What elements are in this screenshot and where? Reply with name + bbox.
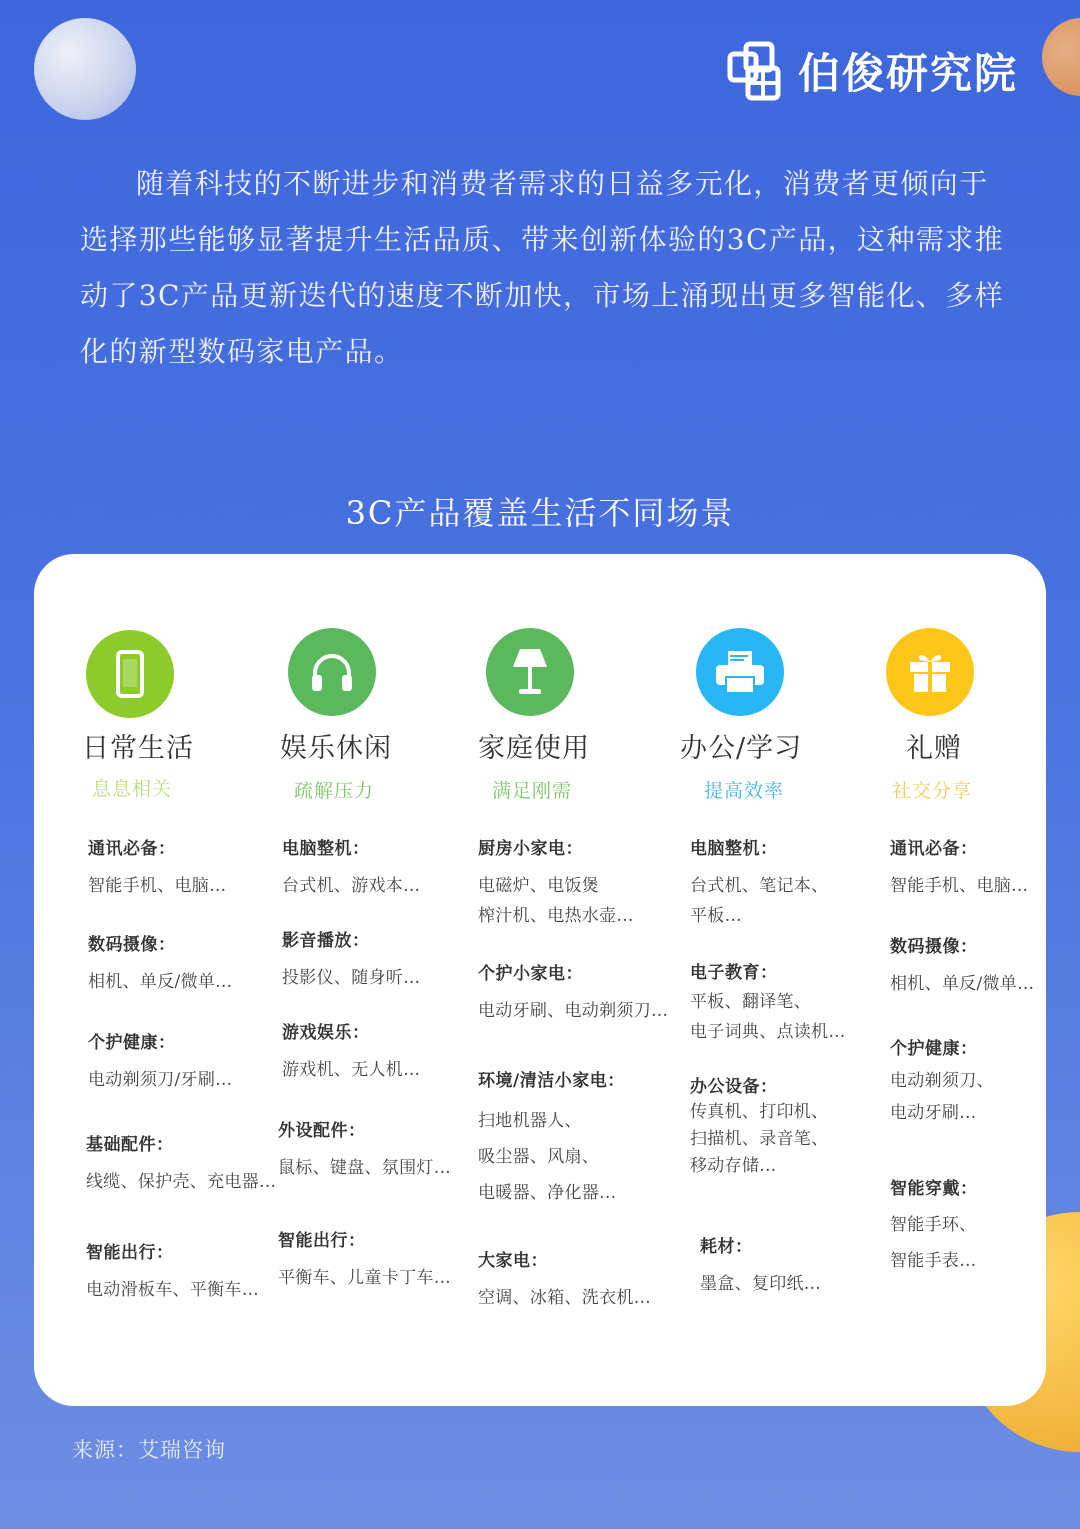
category-subtitle: 疏解压力 <box>294 780 375 802</box>
group-heading: 耗材： <box>700 1237 753 1257</box>
product-group <box>86 1238 259 1305</box>
group-item: 扫地机器人、 <box>478 1111 582 1131</box>
brand-name: 伯俊研究院 <box>797 49 1018 98</box>
group-item: 空调、冰箱、洗衣机… <box>478 1288 651 1308</box>
group-item: 游戏机、无人机… <box>282 1060 421 1080</box>
brand-mark-icon <box>726 40 788 102</box>
group-heading: 数码摄像： <box>890 937 978 957</box>
group-item: 榨汁机、电热水壶… <box>478 906 634 926</box>
product-group <box>478 1066 625 1211</box>
category-icon-badge <box>86 630 174 718</box>
group-heading: 厨房小家电： <box>478 839 583 859</box>
group-heading: 智能出行： <box>86 1243 174 1263</box>
group-heading: 电子教育： <box>690 963 778 983</box>
group-item: 吸尘器、风扇、 <box>478 1147 600 1167</box>
category-icon-badge <box>486 628 574 716</box>
group-item: 扫描机、录音笔、 <box>690 1129 829 1149</box>
category-icon-badge <box>886 628 974 716</box>
group-item: 投影仪、随身听… <box>282 968 421 988</box>
section-title: 3C产品覆盖生活不同场景 <box>345 494 735 532</box>
product-group <box>278 1116 451 1183</box>
brand-logo <box>726 40 1018 102</box>
group-heading: 个护健康： <box>88 1033 176 1053</box>
group-item: 电磁炉、电饭煲 <box>478 876 600 896</box>
category-title: 办公/学习 <box>680 733 803 764</box>
product-group <box>690 1072 828 1180</box>
group-item: 平板… <box>690 906 742 926</box>
group-item: 线缆、保护壳、充电器… <box>86 1172 277 1192</box>
category-subtitle: 满足刚需 <box>492 780 573 802</box>
product-group <box>690 958 846 1047</box>
group-heading: 智能穿戴： <box>890 1179 978 1199</box>
group-heading: 通讯必备： <box>88 839 176 859</box>
product-group <box>282 1018 420 1085</box>
product-group <box>88 930 232 997</box>
gift-icon <box>906 648 954 696</box>
group-heading: 办公设备： <box>690 1077 778 1097</box>
product-group <box>700 1232 821 1299</box>
category-subtitle: 息息相关 <box>92 778 173 800</box>
group-heading: 数码摄像： <box>88 935 176 955</box>
group-heading: 电脑整机： <box>690 839 778 859</box>
decorative-orange-circle <box>1042 18 1080 96</box>
group-heading: 影音播放： <box>282 931 370 951</box>
product-group <box>478 959 668 1026</box>
printer-icon <box>712 647 768 697</box>
group-item: 电暖器、净化器… <box>478 1183 617 1203</box>
group-heading: 电脑整机： <box>282 839 370 859</box>
group-item: 墨盒、复印纸… <box>700 1274 822 1294</box>
group-item: 相机、单反/微单… <box>88 972 233 992</box>
headphones-icon <box>307 649 357 695</box>
product-group <box>478 1246 651 1313</box>
group-heading: 外设配件： <box>278 1121 366 1141</box>
group-item: 电动牙刷… <box>890 1103 977 1123</box>
group-item: 电动剃须刀/牙刷… <box>88 1070 233 1090</box>
product-group <box>88 1028 232 1095</box>
group-heading: 大家电： <box>478 1251 548 1271</box>
product-group <box>890 932 1034 999</box>
category-subtitle: 提高效率 <box>704 780 785 802</box>
product-group <box>88 834 226 901</box>
product-group <box>478 834 634 931</box>
group-item: 传真机、打印机、 <box>690 1102 829 1122</box>
group-heading: 通讯必备： <box>890 839 978 859</box>
intro-paragraph: 随着科技的不断进步和消费者需求的日益多元化，消费者更倾向于选择那些能够显著提升生活品质、带来创新体验的3C产品，这种需求推动了3C产品更新迭代的速度不断加快，市场上涌现出更多智能化、多样化的新型数码家电产品。 <box>80 167 1005 368</box>
product-group <box>86 1130 276 1197</box>
group-heading: 智能出行： <box>278 1231 366 1251</box>
product-group <box>890 1034 994 1129</box>
group-item: 台式机、笔记本、 <box>690 876 829 896</box>
group-item: 相机、单反/微单… <box>890 974 1035 994</box>
group-item: 鼠标、键盘、氛围灯… <box>278 1158 451 1178</box>
category-icon-badge <box>696 628 784 716</box>
group-heading: 基础配件： <box>86 1135 174 1155</box>
product-group <box>690 834 828 931</box>
group-heading: 游戏娱乐： <box>282 1023 370 1043</box>
group-item: 平板、翻译笔、 <box>690 992 812 1012</box>
category-title: 娱乐休闲 <box>280 733 392 764</box>
lamp-icon <box>507 645 553 699</box>
source-note: 来源：艾瑞咨询 <box>72 1438 226 1462</box>
phone-icon <box>110 649 150 699</box>
product-group <box>278 1226 451 1293</box>
scenario-card <box>34 554 1046 1406</box>
category-title: 家庭使用 <box>478 733 590 764</box>
group-heading: 环境/清洁小家电： <box>478 1071 625 1091</box>
group-item: 平衡车、儿童卡丁车… <box>278 1268 451 1288</box>
product-group <box>890 834 1028 901</box>
product-group <box>890 1174 978 1279</box>
group-heading: 个护健康： <box>890 1039 978 1059</box>
group-item: 台式机、游戏本… <box>282 876 421 896</box>
group-item: 移动存储… <box>690 1156 777 1176</box>
group-item: 智能手表… <box>890 1251 977 1271</box>
group-heading: 个护小家电： <box>478 964 583 984</box>
group-item: 电动剃须刀、 <box>890 1071 994 1091</box>
group-item: 智能手机、电脑… <box>890 876 1029 896</box>
group-item: 智能手环、 <box>890 1215 977 1235</box>
group-item: 电动滑板车、平衡车… <box>86 1280 259 1300</box>
category-title: 礼赠 <box>906 733 962 764</box>
product-group <box>282 926 420 993</box>
group-item: 电子词典、点读机… <box>690 1022 846 1042</box>
group-item: 电动牙刷、电动剃须刀… <box>478 1001 669 1021</box>
category-title: 日常生活 <box>82 733 194 764</box>
group-item: 智能手机、电脑… <box>88 876 227 896</box>
category-icon-badge <box>288 628 376 716</box>
decorative-circle <box>34 18 136 120</box>
category-subtitle: 社交分享 <box>892 780 973 802</box>
product-group <box>282 834 420 901</box>
